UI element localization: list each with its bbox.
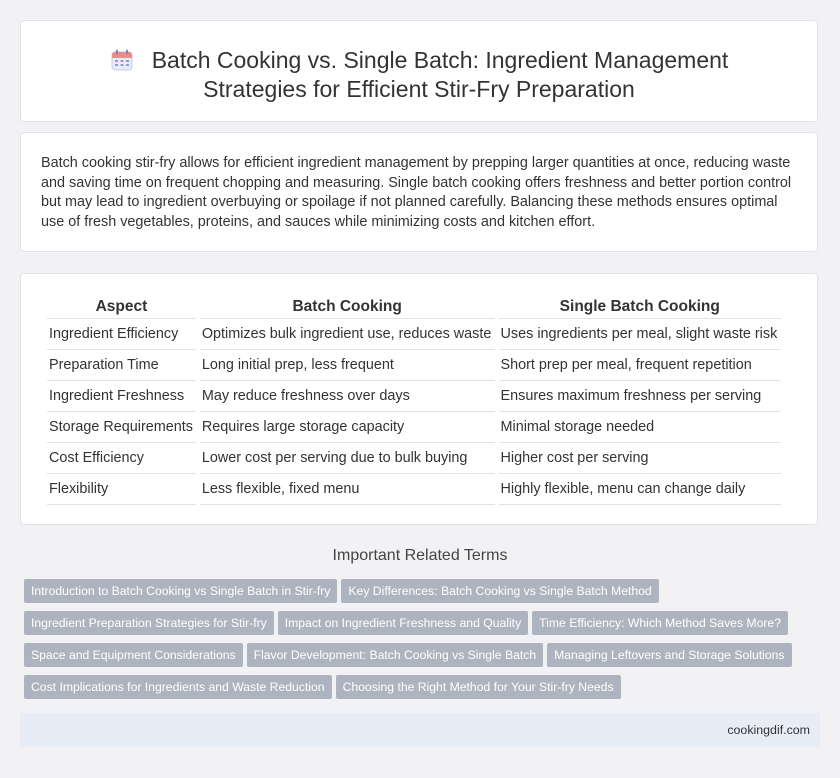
page-title — [21, 46, 817, 104]
table-cell-aspect: Storage Requirements — [47, 412, 196, 443]
table-cell-batch: Less flexible, fixed menu — [200, 474, 495, 505]
related-term-link[interactable]: Flavor Development: Batch Cooking vs Single Batch — [247, 643, 544, 667]
table-cell-batch: Requires large storage capacity — [200, 412, 495, 443]
table-cell-batch: Optimizes bulk ingredient use, reduces waste — [200, 319, 495, 350]
comparison-table — [43, 296, 785, 505]
related-term-link[interactable]: Space and Equipment Considerations — [24, 643, 243, 667]
table-cell-single: Ensures maximum freshness per serving — [499, 381, 781, 412]
related-term-link[interactable]: Key Differences: Batch Cooking vs Single Batch Method — [341, 579, 658, 603]
related-term-link[interactable]: Introduction to Batch Cooking vs Single Batch in Stir-fry — [24, 579, 337, 603]
table-cell-batch: Long initial prep, less frequent — [200, 350, 495, 381]
related-term-link[interactable]: Time Efficiency: Which Method Saves More? — [532, 611, 788, 635]
table-row — [47, 350, 781, 381]
table-cell-aspect: Flexibility — [47, 474, 196, 505]
related-term-link[interactable]: Managing Leftovers and Storage Solutions — [547, 643, 791, 667]
table-cell-aspect: Cost Efficiency — [47, 443, 196, 474]
related-term-link[interactable]: Choosing the Right Method for Your Stir-fry Needs — [336, 675, 621, 699]
related-terms-title: Important Related Terms — [332, 547, 508, 564]
table-cell-aspect: Ingredient Efficiency — [47, 319, 196, 350]
title-line-2: Strategies for Efficient Stir-Fry Preparation — [203, 76, 635, 102]
table-row — [47, 319, 781, 350]
related-term-link[interactable]: Ingredient Preparation Strategies for Stir-fry — [24, 611, 274, 635]
related-term-link[interactable]: Cost Implications for Ingredients and Waste Reduction — [24, 675, 332, 699]
table-row — [47, 474, 781, 505]
table-cell-single: Short prep per meal, frequent repetition — [499, 350, 781, 381]
footer-site-link[interactable]: cookingdif.com — [727, 723, 810, 737]
table-cell-batch: Lower cost per serving due to bulk buying — [200, 443, 495, 474]
header-card — [20, 20, 818, 122]
footer-bar — [20, 713, 820, 747]
table-cell-single: Minimal storage needed — [499, 412, 781, 443]
related-terms-list — [24, 579, 804, 707]
table-cell-batch: May reduce freshness over days — [200, 381, 495, 412]
table-cell-aspect: Preparation Time — [47, 350, 196, 381]
calendar-icon — [110, 48, 134, 72]
header-aspect: Aspect — [47, 296, 196, 319]
comparison-table-card — [20, 273, 818, 525]
table-row — [47, 412, 781, 443]
table-row — [47, 381, 781, 412]
table-cell-single: Higher cost per serving — [499, 443, 781, 474]
header-single-batch-cooking: Single Batch Cooking — [499, 296, 781, 319]
intro-card — [20, 132, 818, 252]
table-cell-single: Highly flexible, menu can change daily — [499, 474, 781, 505]
table-header-row — [47, 296, 781, 319]
table-cell-single: Uses ingredients per meal, slight waste risk — [499, 319, 781, 350]
table-cell-aspect: Ingredient Freshness — [47, 381, 196, 412]
intro-paragraph: Batch cooking stir-fry allows for efficient ingredient management by prepping larger quantities at once, reducing waste and saving time on frequent chopping and measuring. Single batch cooking offers freshness and better portion control but may lead to ingredient overbuying or spoilage if not planned carefully. Balancing these methods ensures optimal use of fresh vegetables, proteins, and sauces while minimizing costs and kitchen effort. — [41, 155, 792, 230]
related-term-link[interactable]: Impact on Ingredient Freshness and Quality — [278, 611, 528, 635]
table-row — [47, 443, 781, 474]
title-line-1: Batch Cooking vs. Single Batch: Ingredient Management — [151, 47, 729, 73]
header-batch-cooking: Batch Cooking — [200, 296, 495, 319]
